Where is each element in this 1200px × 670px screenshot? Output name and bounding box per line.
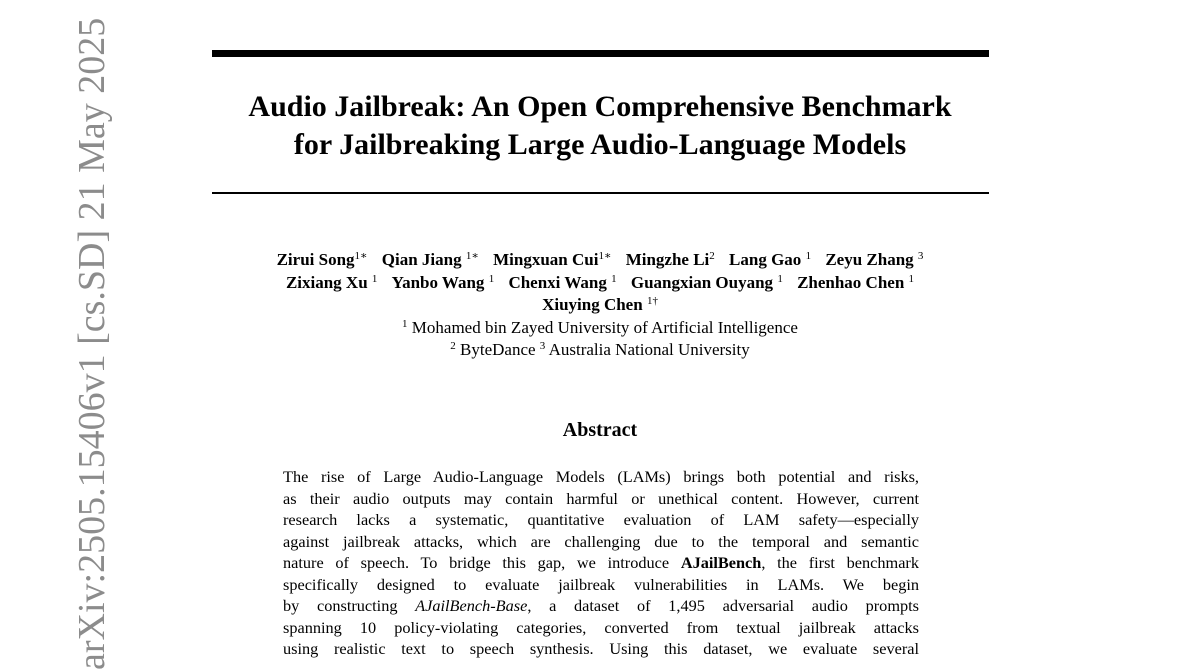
affiliation-mark: 3 xyxy=(539,340,546,352)
dataset-name: AJailBench-Base xyxy=(415,596,528,615)
author-line-3 xyxy=(200,294,1000,317)
affiliation-mbzuai: Mohamed bin Zayed University of Artificial Intelligence xyxy=(411,317,798,337)
author-name: Zirui Song xyxy=(276,250,355,269)
abstract-line: The rise of Large Audio-Language Models (LAMs) brings both potential and risks, xyxy=(283,467,919,486)
abstract-text: , a dataset of 1,495 adversarial audio prompts xyxy=(527,596,919,615)
abstract-heading: Abstract xyxy=(562,419,638,441)
author-name: Lang Gao xyxy=(729,250,802,269)
abstract-line: specifically designed to evaluate jailbreak vulnerabilities in LAMs. We begin xyxy=(283,574,919,594)
affiliation-line-2 xyxy=(200,339,1000,362)
author-name: Zhenhao Chen xyxy=(797,272,905,292)
affiliation-line-1 xyxy=(200,317,1000,340)
author-affiliation-mark: 1∗ xyxy=(354,250,368,262)
author-line-2 xyxy=(200,272,1000,295)
author-affiliation-mark: 1∗ xyxy=(598,250,612,262)
author-block xyxy=(200,249,1000,362)
title-line-1: Audio Jailbreak: An Open Comprehensive Benchmark xyxy=(248,90,952,123)
author-line-1 xyxy=(200,249,1000,272)
author-affiliation-mark: 1 xyxy=(611,272,617,285)
abstract-line xyxy=(283,552,919,574)
author-name: Zeyu Zhang xyxy=(825,250,914,269)
author-name: Qian Jiang xyxy=(381,250,462,269)
affiliation-bytedance: ByteDance xyxy=(460,340,536,359)
affiliation-mark: 1 xyxy=(402,317,408,330)
author-name: Yanbo Wang xyxy=(391,272,485,292)
affiliation-mark: 2 xyxy=(450,340,456,352)
author-name: Mingxuan Cui xyxy=(493,250,599,269)
abstract-line: using realistic text to speech synthesis. Using this dataset, we evaluate several xyxy=(283,639,919,658)
author-affiliation-mark: 1∗ xyxy=(465,250,479,262)
benchmark-name: AJailBench xyxy=(680,553,762,572)
arxiv-stamp-text: arXiv:2505.15406v1 [cs.SD] 21 May 2025 xyxy=(71,17,113,670)
title-top-rule xyxy=(212,50,989,57)
author-affiliation-mark: 1 xyxy=(908,272,915,285)
paper-title xyxy=(200,88,1000,164)
abstract-line xyxy=(283,595,919,617)
author-affiliation-mark: 1† xyxy=(646,295,658,307)
title-bottom-rule xyxy=(212,192,989,194)
author-name: Xiuying Chen xyxy=(542,295,643,314)
abstract-body xyxy=(283,466,919,660)
author-affiliation-mark: 1 xyxy=(777,272,783,285)
author-affiliation-mark: 1 xyxy=(488,272,495,285)
author-affiliation-mark: 1 xyxy=(805,250,812,262)
abstract-line: spanning 10 policy-violating categories, converted from textual jailbreak attacks xyxy=(283,617,919,637)
author-name: Mingzhe Li xyxy=(625,250,710,269)
author-affiliation-mark: 2 xyxy=(709,250,715,262)
author-affiliation-mark: 3 xyxy=(917,250,924,262)
author-name: Zixiang Xu xyxy=(285,272,368,292)
abstract-text: nature of speech. To bridge this gap, we introduce xyxy=(283,553,670,572)
abstract-text: by constructing xyxy=(283,596,398,615)
author-affiliation-mark: 1 xyxy=(371,272,378,285)
abstract-line: research lacks a systematic, quantitative evaluation of LAM safety—especially xyxy=(283,510,919,529)
abstract-text: , the first benchmark xyxy=(761,553,919,572)
abstract-line: against jailbreak attacks, which are challenging due to the temporal and semantic xyxy=(283,531,919,551)
author-name: Chenxi Wang xyxy=(508,272,607,292)
abstract-line: as their audio outputs may contain harmful or unethical content. However, current xyxy=(283,488,919,508)
affiliation-anu: Australia National University xyxy=(548,340,750,359)
arxiv-stamp xyxy=(28,17,113,670)
title-line-2: for Jailbreaking Large Audio-Language Models xyxy=(293,128,907,161)
author-name: Guangxian Ouyang xyxy=(630,272,774,292)
